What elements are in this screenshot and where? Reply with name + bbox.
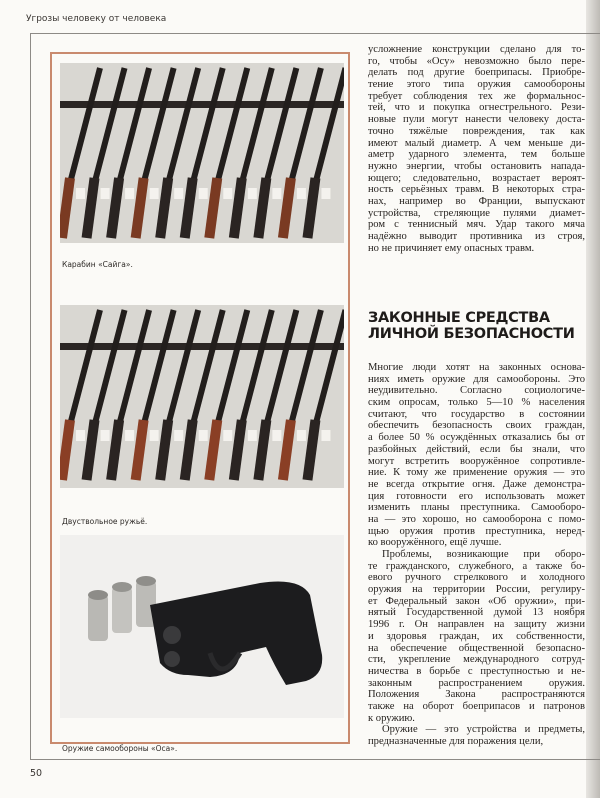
photo-saiga-carbines bbox=[60, 63, 344, 243]
text-line: тей, что и покупка огнестрельного. Рези- bbox=[368, 102, 585, 114]
text-line: ниях иметь оружие для самообороны. Это bbox=[368, 373, 585, 385]
text-line: ет Федеральный закон «Об оружии», при- bbox=[368, 595, 585, 607]
text-line: законным распространением оружия. bbox=[368, 677, 585, 689]
text-line: считают, что государство в состоянии bbox=[368, 408, 585, 420]
text-line: нужно энергии, чтобы остановить напада- bbox=[368, 160, 585, 172]
text-line: аметр ударного элемента, тем больше bbox=[368, 149, 585, 161]
section-heading bbox=[368, 310, 575, 342]
text-line: ничества в борьбе с преступностью и не- bbox=[368, 665, 585, 677]
cartridges bbox=[88, 576, 156, 641]
text-line: новые пули могут нанести человеку доста- bbox=[368, 114, 585, 126]
text-line: Положения Закона распространяются bbox=[368, 689, 585, 701]
pistol-image bbox=[60, 535, 344, 718]
text-line: Многие люди хотят на законных основа- bbox=[368, 362, 585, 373]
text-line: сти, укрепление международного сотруд- bbox=[368, 654, 585, 666]
photo-double-barrel-shotguns bbox=[60, 305, 344, 488]
figure-caption: Оружие самообороны «Оса». bbox=[62, 744, 178, 753]
text-line: нятый Государственной думой 13 ноября bbox=[368, 607, 585, 619]
text-line: ция готовности его использовать может bbox=[368, 490, 585, 502]
text-line: к оружию. bbox=[368, 712, 415, 724]
text-line: изменить планы преступника. Самооборо- bbox=[368, 502, 585, 514]
section-heading-line: ЛИЧНОЙ БЕЗОПАСНОСТИ bbox=[368, 326, 575, 342]
text-line: тение этого типа оружия самообороны bbox=[368, 79, 585, 91]
text-line: ко вооружённого, ещё лучше. bbox=[368, 537, 502, 549]
text-line: Оружие — это устройства и предметы, bbox=[382, 724, 585, 736]
text-line: усложнение конструкции сделано для то- bbox=[368, 44, 585, 55]
text-line: евого ручного стрелкового и холодного bbox=[368, 572, 585, 584]
text-column-top bbox=[368, 44, 585, 254]
text-line: устройства, стреляющие пулями диамет- bbox=[368, 207, 585, 219]
text-line: 1996 г. Он направлен на защиту жизни bbox=[368, 619, 585, 631]
text-line: неудивительно. Согласно социологиче- bbox=[368, 385, 585, 397]
text-line: оружия на территории России, регулиру- bbox=[368, 584, 585, 596]
figure-caption: Двуствольное ружьё. bbox=[62, 517, 148, 526]
text-line: могут встретить вооружённое сопротивле- bbox=[368, 455, 585, 467]
text-line: ность серьёзных травм. В некоторых стра- bbox=[368, 184, 585, 196]
running-head: Угрозы человеку от человека bbox=[26, 14, 167, 24]
text-line: также на оборот боеприпасов и патронов bbox=[368, 700, 585, 712]
text-line: ским опросам, только 5—10 % населения bbox=[368, 397, 585, 409]
text-line: ние. К тому же применение оружия — это bbox=[368, 467, 585, 479]
text-line: требует соблюдения тех же формальнос- bbox=[368, 90, 585, 102]
figure-caption: Карабин «Сайга». bbox=[62, 260, 133, 269]
text-line: предназначенные для поражения цели, bbox=[368, 736, 544, 747]
pistol bbox=[150, 582, 322, 686]
text-line: и здоровья граждан, их собственности, bbox=[368, 630, 585, 642]
rifle-rack-image bbox=[60, 63, 344, 243]
text-line: на обеспечение общественной безопасно- bbox=[368, 642, 585, 654]
text-line: те гражданского, служебного, а также бо- bbox=[368, 560, 585, 572]
photo-osa-pistol bbox=[60, 535, 344, 718]
text-line: щью оружия против преступника, неред- bbox=[368, 525, 585, 537]
text-line: нах, например во Франции, выпускают bbox=[368, 195, 585, 207]
text-line: ром с теннисный мяч. Удар такого мяча bbox=[368, 219, 585, 231]
text-line: делать под другие боеприпасы. Приобре- bbox=[368, 67, 585, 79]
text-line: надёжно выводит противника из строя, bbox=[368, 231, 585, 242]
text-column-body bbox=[368, 362, 585, 748]
text-line: обеспечить безопасность своих граждан, bbox=[368, 420, 585, 432]
text-line: не всегда открытие огня. Даже демонстра- bbox=[368, 478, 585, 490]
text-line: имеют малый диаметр. А чем меньше ди- bbox=[368, 137, 585, 149]
text-line: но не причиняет ему опасных травм. bbox=[368, 242, 535, 254]
page-number: 50 bbox=[30, 768, 43, 779]
text-line: разбойных действий, если бы знали, что bbox=[368, 443, 585, 455]
text-line: на — это хорошо, но самооборона с помо- bbox=[368, 513, 585, 525]
text-line: а более 50 % осуждённых отказались бы от bbox=[368, 432, 585, 444]
text-line: Проблемы, возникающие при оборо- bbox=[382, 549, 585, 560]
shotgun-rack-image bbox=[60, 305, 344, 488]
text-line: го, чтобы «Осу» невозможно было пере- bbox=[368, 55, 585, 67]
text-line: ющего; следовательно, возрастает вероят- bbox=[368, 172, 585, 184]
text-line: точно тяжёлые повреждения, так как bbox=[368, 125, 585, 137]
section-heading-line: ЗАКОННЫЕ СРЕДСТВА bbox=[368, 310, 550, 326]
